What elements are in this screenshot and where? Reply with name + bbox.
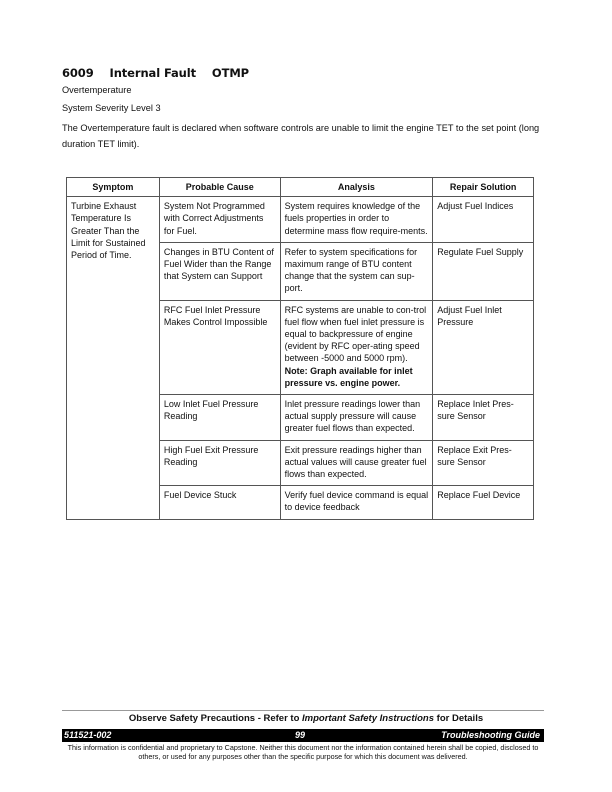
cause-cell: System Not Programmed with Correct Adjustments for Fuel.	[159, 197, 280, 243]
safety-suffix: for Details	[436, 713, 484, 724]
analysis-text: System requires knowledge of the fuels properties in order to determine mass flow require-ments.	[284, 201, 428, 236]
analysis-text: Verify fuel device command is equal to device feedback	[284, 490, 429, 513]
document-number: 511521-002	[64, 730, 112, 740]
repair-cell: Replace Exit Pres-sure Sensor	[433, 440, 534, 486]
column-header: Repair Solution	[433, 178, 534, 197]
analysis-note: Note: Graph available for inlet pressure vs. engine power.	[284, 365, 413, 388]
safety-prefix: Observe Safety Precautions - Refer to	[128, 713, 300, 724]
troubleshooting-table	[66, 177, 534, 520]
analysis-text: Exit pressure readings higher than actual values will cause greater fuel flows than expected.	[284, 444, 427, 480]
analysis-cell	[280, 300, 433, 394]
repair-cell: Replace Inlet Pres-sure Sensor	[433, 395, 534, 441]
repair-cell: Adjust Fuel Inlet Pressure	[433, 300, 534, 394]
repair-cell: Replace Fuel Device	[433, 486, 534, 519]
column-header: Analysis	[280, 178, 433, 197]
fault-name: Internal Fault	[109, 66, 197, 80]
footer-divider	[62, 710, 544, 711]
cause-cell: Changes in BTU Content of Fuel Wider than the Range that System can Support	[159, 242, 280, 300]
fault-abbreviation: OTMP	[211, 66, 250, 80]
analysis-text: Refer to system specifications for maximum range of BTU content change that the system can sup-port.	[284, 246, 418, 294]
analysis-cell	[280, 440, 433, 486]
column-header: Probable Cause	[159, 178, 280, 197]
confidentiality-notice: This information is confidential and proprietary to Capstone. Neither this document nor the information contained herein shall be copied, disclosed to others, or used for any purposes other than the specific purpose for which this document was delivered.	[67, 743, 539, 761]
safety-link-text: Important Safety Instructions	[302, 713, 435, 724]
cause-cell: Low Inlet Fuel Pressure Reading	[159, 395, 280, 441]
table-header-row	[67, 178, 534, 197]
fault-code: 6009	[62, 66, 94, 80]
fault-heading	[62, 66, 261, 80]
severity-level: System Severity Level 3	[62, 103, 161, 113]
guide-title: Troubleshooting Guide	[441, 730, 540, 740]
symptom-cell: Turbine Exhaust Temperature Is Greater Than the Limit for Sustained Period of Time.	[67, 197, 160, 519]
analysis-cell	[280, 486, 433, 519]
cause-cell: RFC Fuel Inlet Pressure Makes Control Impossible	[159, 300, 280, 394]
footer-bar	[62, 729, 544, 742]
analysis-cell	[280, 395, 433, 441]
column-header: Symptom	[67, 178, 160, 197]
analysis-cell	[280, 197, 433, 243]
table-row	[67, 197, 534, 243]
repair-cell: Regulate Fuel Supply	[433, 242, 534, 300]
cause-cell: Fuel Device Stuck	[159, 486, 280, 519]
analysis-cell	[280, 242, 433, 300]
cause-cell: High Fuel Exit Pressure Reading	[159, 440, 280, 486]
fault-description: The Overtemperature fault is declared when software controls are unable to limit the engine TET to the set point (long duration TET limit).	[62, 123, 540, 149]
safety-notice	[0, 713, 612, 724]
page-number: 99	[295, 730, 306, 740]
fault-subtitle: Overtemperature	[62, 85, 132, 95]
analysis-text: RFC systems are unable to con-trol fuel flow when fuel inlet pressure is equal to backpressure of engine (evident by RFC oper-ating speed between -5000 and 5000 rpm).	[284, 304, 427, 364]
repair-cell: Adjust Fuel Indices	[433, 197, 534, 243]
analysis-text: Inlet pressure readings lower than actual supply pressure will cause greater fuel flows than expected.	[284, 399, 421, 434]
